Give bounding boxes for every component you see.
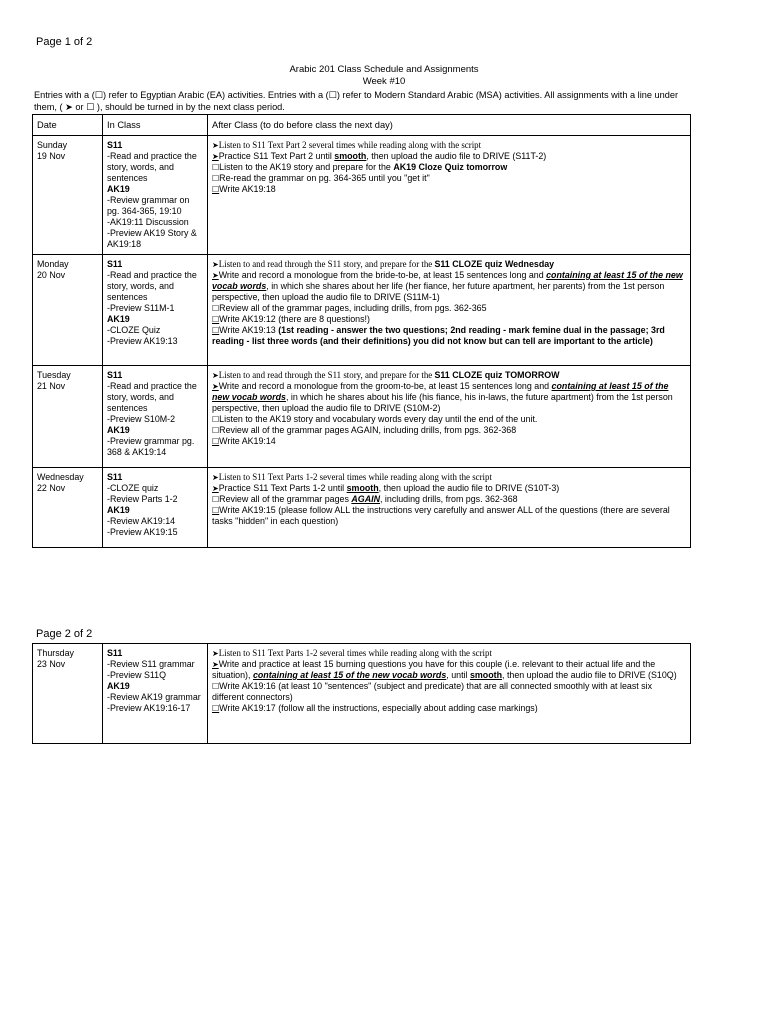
day-date: 22 Nov bbox=[37, 483, 66, 493]
class-item: -Review grammar on bbox=[107, 195, 190, 205]
date-cell bbox=[33, 366, 103, 468]
schedule-table-page-2 bbox=[32, 643, 691, 744]
class-item: story, words, and bbox=[107, 392, 174, 402]
checkbox-icon: ☐ bbox=[212, 185, 220, 194]
assignment-item: ☐Write AK19:17 (follow all the instructions, especially about adding case markings) bbox=[212, 703, 538, 713]
checkbox-icon: ☐ bbox=[212, 426, 220, 435]
class-item: -Preview AK19:13 bbox=[107, 336, 178, 346]
assignment-item: ☐Listen to the AK19 story and prepare for the AK19 Cloze Quiz tomorrow bbox=[212, 162, 508, 172]
date-cell bbox=[33, 255, 103, 366]
assignment-item: ☐Re-read the grammar on pg. 364-365 until you "get it" bbox=[212, 173, 430, 183]
checkbox-icon: ☐ bbox=[212, 506, 220, 515]
s11-heading: S11 bbox=[107, 472, 123, 482]
day-date: 19 Nov bbox=[37, 151, 66, 161]
checkbox-icon: ☐ bbox=[212, 174, 220, 183]
in-class-cell bbox=[103, 468, 208, 548]
intro-line-1: Entries with a (☐) refer to Egyptian Arabic (EA) activities. Entries with a (☐) refer to Modern Standard Arabic (MSA) activities. All assignments with a line under bbox=[34, 90, 679, 100]
class-item: -Review Parts 1-2 bbox=[107, 494, 178, 504]
class-item: -Preview S10M-2 bbox=[107, 414, 176, 424]
class-item: AK19:18 bbox=[107, 239, 142, 249]
ak19-heading: AK19 bbox=[107, 425, 130, 435]
ak19-heading: AK19 bbox=[107, 681, 130, 691]
checkbox-icon: ☐ bbox=[212, 682, 220, 691]
assignment-item: ☐Write AK19:18 bbox=[212, 184, 276, 194]
day-name: Tuesday bbox=[37, 370, 71, 380]
assignment-item: ➤Practice S11 Text Parts 1-2 until smooth, then upload the audio file to DRIVE (S10T-3) bbox=[212, 483, 560, 493]
ak19-heading: AK19 bbox=[107, 314, 130, 324]
class-item: story, words, and bbox=[107, 162, 174, 172]
assignment-item: ➤Write and practice at least 15 burning questions you have for this couple (i.e. relevant to their actual life and the situation), containing at least 15 of the new vocab words, until smooth, then upload the audio file to DRIVE (S10Q) bbox=[212, 659, 677, 680]
class-item: -AK19:11 Discussion bbox=[107, 217, 189, 227]
after-class-cell bbox=[208, 136, 691, 255]
day-name: Sunday bbox=[37, 140, 68, 150]
assignment-item: ➤Listen to and read through the S11 story, and prepare for the S11 CLOZE quiz Wednesday bbox=[212, 259, 555, 269]
page-2-label: Page 2 of 2 bbox=[36, 628, 93, 640]
day-name: Wednesday bbox=[37, 472, 84, 482]
after-class-cell bbox=[208, 468, 691, 548]
arrow-bullet-icon: ➤ bbox=[212, 152, 219, 161]
class-item: -Preview grammar pg. bbox=[107, 436, 195, 446]
table-row-sunday bbox=[33, 136, 691, 255]
assignment-item: ☐Review all of the grammar pages, including drills, from pgs. 362-365 bbox=[212, 303, 487, 313]
assignment-item: ☐Write AK19:15 (please follow ALL the instructions very carefully and answer ALL of the questions (there are several tasks "hidden" in each question) bbox=[212, 505, 670, 526]
arrow-bullet-icon: ➤ bbox=[212, 371, 219, 380]
in-class-cell bbox=[103, 255, 208, 366]
class-item: story, words, and bbox=[107, 281, 174, 291]
class-item: -Read and practice the bbox=[107, 270, 197, 280]
after-class-cell bbox=[208, 366, 691, 468]
assignment-item: ➤Practice S11 Text Part 2 until smooth, then upload the audio file to DRIVE (S11T-2) bbox=[212, 151, 547, 161]
class-item: -CLOZE quiz bbox=[107, 483, 159, 493]
intro-text bbox=[34, 89, 734, 113]
class-item: -Preview S11Q bbox=[107, 670, 167, 680]
day-name: Thursday bbox=[37, 648, 74, 658]
header-in-class: In Class bbox=[103, 115, 208, 136]
checkbox-icon: ☐ bbox=[212, 415, 220, 424]
assignment-item: ☐Write AK19:16 (at least 10 "sentences" (subject and predicate) that are all connected smoothly with at least six different connectors) bbox=[212, 681, 653, 702]
assignment-item: ☐Listen to the AK19 story and vocabulary words every day until the end of the unit. bbox=[212, 414, 538, 424]
class-item: -Read and practice the bbox=[107, 381, 197, 391]
class-item: pg. 364-365, 19:10 bbox=[107, 206, 182, 216]
class-item: -Review AK19 grammar bbox=[107, 692, 201, 702]
date-cell bbox=[33, 644, 103, 744]
assignment-item: ☐Write AK19:14 bbox=[212, 436, 276, 446]
checkbox-icon: ☐ bbox=[212, 437, 220, 446]
table-row-thursday bbox=[33, 644, 691, 744]
class-item: -Review AK19:14 bbox=[107, 516, 176, 526]
assignment-item: ➤Listen to S11 Text Parts 1-2 several times while reading along with the script bbox=[212, 648, 492, 658]
table-row-tuesday bbox=[33, 366, 691, 468]
assignment-item: ➤Write and record a monologue from the groom-to-be, at least 15 sentences long and containing at least 15 of the new vocab words, in which he shares about his life (his fiance, his in-laws, the future apartment) from the 1st person perspective, then upload the audio file to DRIVE (S10M-2) bbox=[212, 381, 673, 413]
s11-heading: S11 bbox=[107, 648, 123, 658]
class-item: sentences bbox=[107, 173, 148, 183]
day-date: 21 Nov bbox=[37, 381, 66, 391]
class-item: sentences bbox=[107, 403, 148, 413]
after-class-cell bbox=[208, 255, 691, 366]
assignment-item: ➤Listen to S11 Text Parts 1-2 several times while reading along with the script bbox=[212, 472, 492, 482]
arrow-bullet-icon: ➤ bbox=[212, 649, 219, 658]
week-label: Week #10 bbox=[362, 76, 406, 87]
checkbox-icon: ☐ bbox=[212, 304, 220, 313]
table-header-row bbox=[33, 115, 691, 136]
schedule-table-page-1 bbox=[32, 114, 691, 548]
class-item: -Preview S11M-1 bbox=[107, 303, 175, 313]
arrow-bullet-icon: ➤ bbox=[212, 660, 219, 669]
after-class-cell bbox=[208, 644, 691, 744]
day-date: 20 Nov bbox=[37, 270, 66, 280]
checkbox-icon: ☐ bbox=[212, 704, 220, 713]
class-item: -Preview AK19 Story & bbox=[107, 228, 197, 238]
checkbox-icon: ☐ bbox=[212, 495, 220, 504]
checkbox-icon: ☐ bbox=[212, 315, 220, 324]
class-item: -Read and practice the bbox=[107, 151, 197, 161]
class-item: -Review S11 grammar bbox=[107, 659, 195, 669]
header-date: Date bbox=[33, 115, 103, 136]
class-item: -CLOZE Quiz bbox=[107, 325, 161, 335]
arrow-bullet-icon: ➤ bbox=[212, 484, 219, 493]
class-item: -Preview AK19:16-17 bbox=[107, 703, 191, 713]
assignment-item: ➤Listen to and read through the S11 story, and prepare for the S11 CLOZE quiz TOMORROW bbox=[212, 370, 560, 380]
in-class-cell bbox=[103, 644, 208, 744]
table-row-wednesday bbox=[33, 468, 691, 548]
class-item: -Preview AK19:15 bbox=[107, 527, 178, 537]
assignment-item: ☐Write AK19:12 (there are 8 questions!) bbox=[212, 314, 370, 324]
table-row-monday bbox=[33, 255, 691, 366]
arrow-bullet-icon: ➤ bbox=[212, 271, 219, 280]
header-after-class: After Class (to do before class the next day) bbox=[208, 115, 691, 136]
assignment-item: ➤Write and record a monologue from the bride-to-be, at least 15 sentences long and containing at least 15 of the new vocab words, in which she shares about her life (her fiance, her future apartment, her parents) from the 1st person perspective, then upload the audio file to DRIVE (S11M-1) bbox=[212, 270, 683, 302]
day-date: 23 Nov bbox=[37, 659, 66, 669]
assignment-item: ☐Review all of the grammar pages AGAIN, including drills, from pgs. 362-368 bbox=[212, 425, 517, 435]
in-class-cell bbox=[103, 366, 208, 468]
date-cell bbox=[33, 468, 103, 548]
assignment-item: ☐Write AK19:13 (1st reading - answer the two questions; 2nd reading - mark femine dual in the passage; 3rd reading - list three words (and their definitions) you did not know but can tell are important to the article) bbox=[212, 325, 665, 346]
document-title: Arabic 201 Class Schedule and Assignments bbox=[289, 64, 479, 75]
arrow-bullet-icon: ➤ bbox=[212, 382, 219, 391]
intro-line-2: them, ( ➤ or ☐ ), should be turned in by the next class period. bbox=[34, 102, 285, 112]
day-name: Monday bbox=[37, 259, 69, 269]
in-class-cell bbox=[103, 136, 208, 255]
arrow-bullet-icon: ➤ bbox=[212, 141, 219, 150]
arrow-bullet-icon: ➤ bbox=[212, 260, 219, 269]
page-1-label: Page 1 of 2 bbox=[36, 36, 93, 48]
assignment-item: ➤Listen to S11 Text Part 2 several times while reading along with the script bbox=[212, 140, 482, 150]
s11-heading: S11 bbox=[107, 259, 123, 269]
ak19-heading: AK19 bbox=[107, 184, 130, 194]
arrow-bullet-icon: ➤ bbox=[212, 473, 219, 482]
checkbox-icon: ☐ bbox=[212, 163, 220, 172]
s11-heading: S11 bbox=[107, 140, 123, 150]
date-cell bbox=[33, 136, 103, 255]
ak19-heading: AK19 bbox=[107, 505, 130, 515]
checkbox-icon: ☐ bbox=[212, 326, 220, 335]
class-item: 368 & AK19:14 bbox=[107, 447, 167, 457]
s11-heading: S11 bbox=[107, 370, 123, 380]
assignment-item: ☐Review all of the grammar pages AGAIN, including drills, from pgs. 362-368 bbox=[212, 494, 518, 504]
class-item: sentences bbox=[107, 292, 148, 302]
